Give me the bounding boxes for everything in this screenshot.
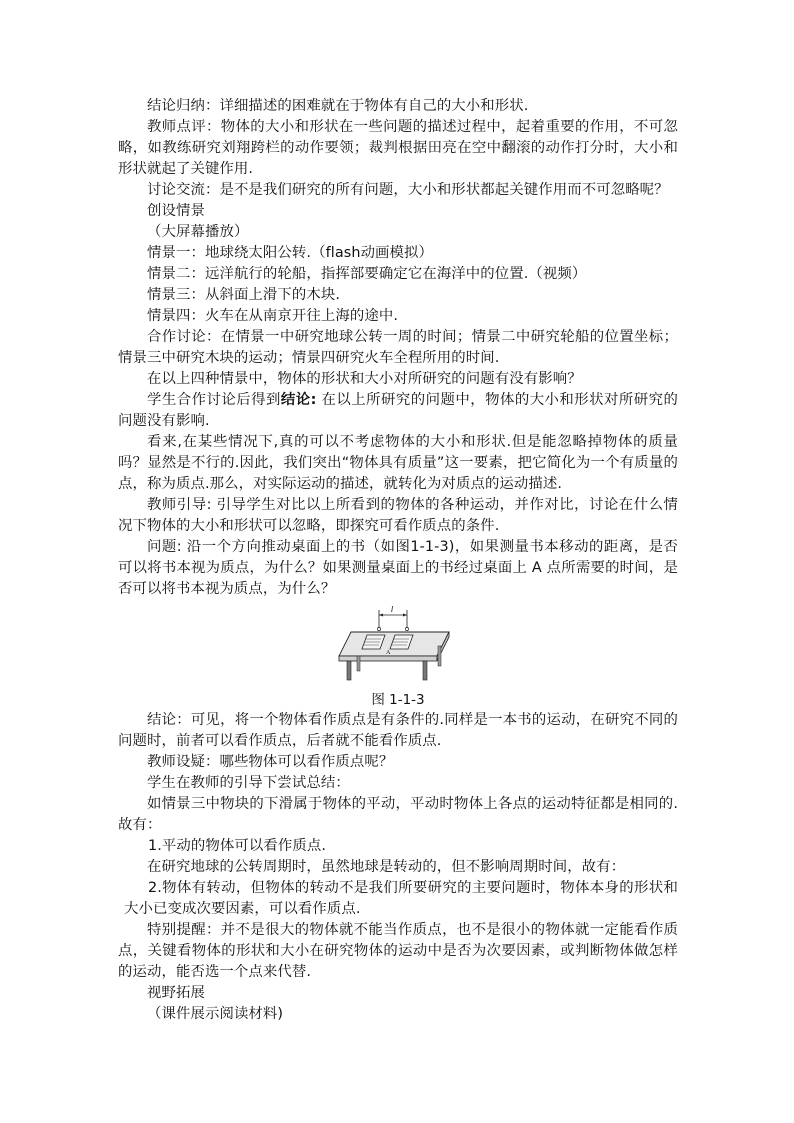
conclusion-lead-text: 学生合作讨论后得到 [147, 392, 281, 408]
conclusion-bold-label: 结论: [280, 392, 317, 408]
table-leg-front-left [347, 661, 351, 680]
paragraph-student-summary: 学生在教师的引导下尝试总结： [147, 775, 350, 791]
conclusion-body-text: 在以上所研究的问题中，物体的大小和形状对所研究的问题没有影响. [118, 392, 679, 429]
table-leg-back-right [438, 646, 441, 666]
table-leg-front-right [423, 661, 427, 680]
heading-field-extension: 视野拓展 [147, 985, 205, 1001]
table-leg-back-left [357, 656, 360, 671]
heading-create-scenario: 创设情景 [147, 203, 205, 219]
dimension-arrow-left [379, 614, 383, 617]
scenario-four: 情景四：火车在从南京开往上海的途中. [147, 308, 399, 324]
paragraph-teacher-comment: 教师点评：物体的大小和形状在一些问题的描述过程中，起着重要的作用，不可忽略，如教练研究刘翔跨栏的动作要领；裁判根据田亮在空中翻滚的动作打分时，大小和形状就起了关键作用. [118, 119, 678, 177]
paragraph-conclusion-mass-point: 结论：可见，将一个物体看作质点是有条件的.同样是一本书的运动，在研究不同的问题时，前者可以看作质点，后者就不能看作质点. [118, 712, 678, 749]
list-item-2: 2.物体有转动，但物体的转动不是我们所要研究的主要问题时，物体本身的形状和大小已变成次要因素，可以看作质点. [124, 880, 678, 917]
paragraph-special-reminder: 特别提醒：并不是很大的物体就不能当作质点，也不是很小的物体就一定能看作质点，关键看物体的形状和大小在研究物体的运动中是否为次要因素，或判断物体做怎样的运动，能否选一个点来代替. [118, 922, 678, 980]
paragraph-translation: 如情景三中物块的下滑属于物体的平动，平动时物体上各点的运动特征都是相同的.故有： [118, 796, 678, 833]
scenario-two: 情景二：远洋航行的轮船，指挥部要确定它在海洋中的位置.（视频） [147, 266, 587, 282]
paragraph-student-conclusion [118, 390, 678, 432]
paragraph-reading-material: （课件展示阅读材料) [147, 1006, 284, 1022]
paragraph-discussion: 讨论交流：是不是我们研究的所有问题，大小和形状都起关键作用而不可忽略呢？ [147, 182, 669, 198]
point-a-label: A [386, 650, 391, 656]
length-label: l [390, 606, 394, 614]
paragraph-problem: 问题: 沿一个方向推动桌面上的书（如图1-1-3)，如果测量书本移动的距离，是否可以将书本视为质点，为什么？如果测量桌面上的书经过桌面上 A 点所需要的时间，是否可以将书本视为质点，为什么？ [118, 539, 678, 597]
paragraph-teacher-guide: 教师引导: 引导学生对比以上所看到的物体的各种运动，并作对比，讨论在什么情况下物体的大小和形状可以忽略，即探究可看作质点的条件. [118, 497, 678, 534]
dimension-arrow-right [403, 614, 407, 617]
paragraph-mass-point: 看来,在某些情况下,真的可以不考虑物体的大小和形状.但是能忽略掉物体的质量吗？显然是不行的.因此，我们突出“物体具有质量”这一要素，把它简化为一个有质量的点，称为质点.那么，对实际运动的描述，就转化为对质点的运动描述. [118, 434, 678, 492]
figure-caption: 图 1-1-3 [371, 692, 425, 708]
table-book-illustration [333, 606, 463, 686]
paragraph-teacher-question: 教师设疑：哪些物体可以看作质点呢？ [147, 754, 394, 770]
paragraph-cooperative-discussion: 合作讨论：在情景一中研究地球公转一周的时间；情景二中研究轮船的位置坐标；情景三中研究木块的运动；情景四研究火车全程所用的时间. [118, 329, 678, 366]
scenario-one: 情景一：地球绕太阳公转.（flash动画模拟） [147, 245, 434, 261]
paragraph-conclusion-summary: 结论归纳：详细描述的困难就在于物体有自己的大小和形状. [147, 98, 529, 114]
paragraph-screen-play: （大屏幕播放） [147, 224, 249, 240]
scenario-three: 情景三：从斜面上滑下的木块. [147, 287, 341, 303]
paragraph-earth-rotation: 在研究地球的公转周期时，虽然地球是转动的，但不影响周期时间，故有： [147, 859, 626, 875]
document-page [118, 96, 678, 1025]
table-edge-front [339, 656, 437, 661]
paragraph-question-influence: 在以上四种情景中，物体的形状和大小对所研究的问题有没有影响？ [147, 371, 582, 387]
list-item-1: 1.平动的物体可以看作质点. [148, 838, 327, 854]
figure-table-with-books [118, 606, 678, 710]
